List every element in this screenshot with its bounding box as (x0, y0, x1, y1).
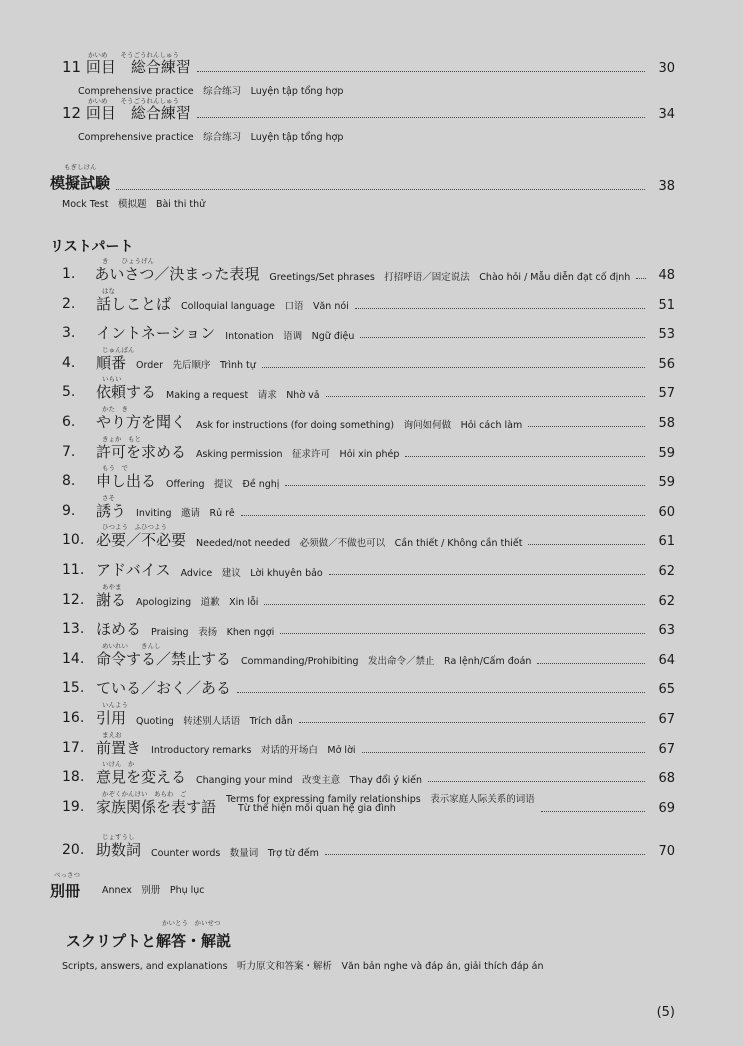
leader-dots (360, 337, 645, 338)
item-number: 7. (62, 443, 76, 460)
entry-label: 前置き (96, 738, 142, 757)
section-heading: 別冊 (50, 882, 81, 900)
item-number: 14. (62, 650, 85, 667)
entry-subtitle: Ask for instructions (for doing something) 询问如何做 Hỏi cách làm (196, 419, 523, 431)
entry-subtitle: Quoting 转述别人话语 Trích dẫn (136, 715, 293, 727)
furigana: べっさつ (54, 871, 80, 879)
furigana: もう で (102, 464, 128, 473)
furigana: ひつよう ふひつよう (102, 523, 167, 532)
page-number: 58 (658, 416, 675, 431)
entry-subtitle: Asking permission 征求许可 Hỏi xin phép (196, 449, 400, 461)
item-number: 2. (62, 295, 76, 312)
leader-dots (636, 278, 646, 279)
leader-dots (355, 308, 645, 309)
leader-dots (299, 722, 645, 723)
furigana: かいとう かいせつ (162, 919, 221, 927)
page-number-footer: (5) (656, 1005, 675, 1020)
leader-dots (241, 515, 645, 516)
item-number: 15. (62, 680, 85, 697)
item-number: 8. (62, 473, 76, 490)
entry-label: やり方を聞く (96, 413, 187, 431)
leader-dots (280, 633, 645, 634)
entry-subtitle: Introductory remarks 对话的开场白 Mở lời (151, 745, 356, 757)
entry-subtitle: Scripts, answers, and explanations 听力原文和答案・解析 Văn bản nghe và đáp án, giải thích đáp án (62, 961, 544, 972)
furigana: かいめ そうごうれんしゅう (88, 51, 179, 59)
page-number: 30 (658, 61, 675, 76)
furigana: はな (102, 286, 115, 295)
entry-subtitle: Offering 提议 Đề nghị (166, 478, 280, 490)
entry-label: 助数詞 (96, 841, 142, 860)
page-number: 34 (658, 107, 675, 122)
entry-subtitle: Needed/not needed 必须做／不做也可以 Cần thiết / Không cần thiết (196, 537, 523, 549)
page-number: 56 (658, 356, 675, 372)
page-number: 57 (658, 386, 675, 402)
leader-dots (362, 752, 645, 753)
entry-label: 謝る (96, 590, 127, 609)
furigana: まえお (102, 730, 122, 739)
item-number: 16. (62, 710, 85, 726)
entry-label: 引用 (96, 709, 127, 727)
item-number: 19. (62, 798, 85, 815)
item-number: 10. (62, 532, 85, 549)
entry-subtitle: Order 先后顺序 Trình tự (136, 360, 256, 372)
page-number: 62 (658, 564, 675, 579)
furigana: いけん か (102, 760, 135, 769)
page-number: 60 (658, 504, 675, 520)
entry-subtitle: Commanding/Prohibiting 发出命令／禁止 Ra lệnh/Cấm đoán (241, 656, 532, 668)
item-number: 1. (62, 266, 76, 282)
furigana: き ひょうげん (102, 257, 154, 265)
leader-dots (237, 692, 645, 693)
entry-subtitle: Counter words 数量词 Trợ từ đếm (151, 847, 319, 859)
entry-subtitle: Changing your mind 改变主意 Thay đổi ý kiến (196, 774, 423, 786)
item-number: 4. (62, 354, 76, 371)
furigana: じゅんばん (102, 345, 135, 354)
leader-dots (537, 663, 645, 664)
entry-subtitle: Intonation 语调 Ngữ điệu (225, 330, 355, 342)
leader-dots (325, 854, 645, 855)
entry-label: 許可を求める (96, 442, 187, 461)
leader-dots (197, 71, 645, 72)
leader-dots (326, 396, 645, 397)
entry-subtitle: Advice 建议 Lời khuyên bảo (180, 567, 323, 579)
entry-subtitle: Comprehensive practice 综合练习 Luyện tập tổng hợp (78, 86, 344, 97)
listening-part-title: リストパート (50, 239, 134, 255)
section-heading: 模擬試験 (50, 174, 111, 192)
entry-subtitle: Praising 表扬 Khen ngợi (151, 626, 275, 638)
page-number: 65 (658, 682, 675, 698)
entry-label: あいさつ／決まった表現 (94, 265, 260, 283)
page-number: 64 (658, 652, 675, 668)
entry-subtitle: Inviting 邀请 Rủ rê (136, 508, 235, 520)
furigana: いんよう (102, 701, 128, 709)
entry-subtitle: Annex 别册 Phụ lục (102, 885, 205, 896)
leader-dots (428, 781, 645, 782)
leader-dots (264, 604, 645, 605)
page-number: 61 (658, 534, 675, 550)
furigana: めいれい きんし (102, 641, 161, 650)
page-number: 51 (658, 297, 675, 313)
item-number: 6. (62, 414, 76, 430)
page-number: 48 (658, 268, 675, 283)
furigana: あやま (102, 582, 122, 591)
entry-subtitle: Comprehensive practice 综合练习 Luyện tập tổng hợp (78, 132, 344, 143)
leader-dots (405, 456, 645, 457)
entry-label: 誘う (96, 501, 127, 520)
leader-dots (528, 544, 645, 545)
leader-dots (329, 574, 645, 575)
item-number: 17. (62, 739, 85, 756)
entry-label: 12 回目 総合練習 (62, 104, 191, 122)
page-number: 67 (658, 712, 675, 727)
item-number: 11. (62, 562, 85, 578)
page-number: 63 (658, 623, 675, 639)
page-number: 62 (658, 593, 675, 609)
item-number: 5. (62, 384, 76, 401)
leader-dots (116, 189, 645, 190)
entry-label: 家族関係を表す語 (96, 797, 217, 816)
leader-dots (197, 117, 645, 118)
entry-label: 話しことば (96, 294, 172, 313)
entry-label: 申し出る (96, 472, 157, 491)
item-number: 3. (62, 325, 76, 342)
furigana: かぞくかんけい あらわ ご (102, 789, 187, 798)
entry-subtitle-line2: Từ thể hiện mối quan hệ gia đình (238, 802, 396, 814)
entry-label: 必要／不必要 (96, 531, 187, 550)
page-number: 38 (658, 179, 675, 194)
leader-dots (262, 367, 645, 368)
entry-label: 命令する／禁止する (96, 649, 232, 668)
page-number: 59 (658, 475, 675, 491)
item-number: 9. (62, 502, 76, 519)
leader-dots (285, 485, 645, 486)
entry-label: ほめる (96, 620, 142, 639)
furigana: もぎしけん (64, 163, 97, 171)
entry-subtitle: Mock Test 模拟题 Bài thi thử (62, 199, 206, 210)
entry-label: アドバイス (96, 561, 171, 579)
entry-label: ている／おく／ある (96, 679, 232, 698)
page-number: 59 (658, 445, 675, 461)
leader-dots (541, 811, 645, 812)
section-heading: スクリプトと解答・解説 (66, 932, 232, 950)
furigana: きょか もと (102, 434, 141, 443)
furigana: かいめ そうごうれんしゅう (88, 97, 179, 105)
page-number: 67 (658, 741, 675, 757)
entry-label: 意見を変える (96, 768, 187, 787)
page-number: 53 (658, 327, 675, 343)
entry-label: 順番 (96, 353, 127, 372)
page-number: 68 (658, 771, 675, 787)
entry-label: イントネーション (96, 324, 216, 343)
leader-dots (528, 426, 645, 427)
item-number: 13. (62, 621, 85, 638)
entry-subtitle: Colloquial language 口语 Văn nói (181, 301, 349, 313)
page-number: 69 (658, 800, 675, 816)
entry-subtitle: Greetings/Set phrases 打招呼语／固定说法 Chào hỏi / Mẫu diễn đạt cố định (269, 271, 631, 283)
item-number: 18. (62, 769, 85, 786)
item-number: 20. (62, 842, 85, 859)
furigana: かた き (102, 405, 128, 413)
entry-subtitle: Terms for expressing family relationships 表示家庭人际关系的词语 (226, 794, 535, 806)
entry-subtitle: Apologizing 道歉 Xin lỗi (136, 597, 259, 609)
page-number: 70 (658, 844, 675, 860)
entry-label: 11 回目 総合練習 (62, 58, 191, 76)
entry-subtitle: Making a request 请求 Nhờ vả (166, 389, 320, 401)
entry-label: 依頼する (96, 383, 157, 402)
furigana: さそ (102, 493, 115, 502)
furigana: いらい (102, 375, 122, 384)
furigana: じょすうし (102, 833, 135, 842)
item-number: 12. (62, 591, 85, 608)
